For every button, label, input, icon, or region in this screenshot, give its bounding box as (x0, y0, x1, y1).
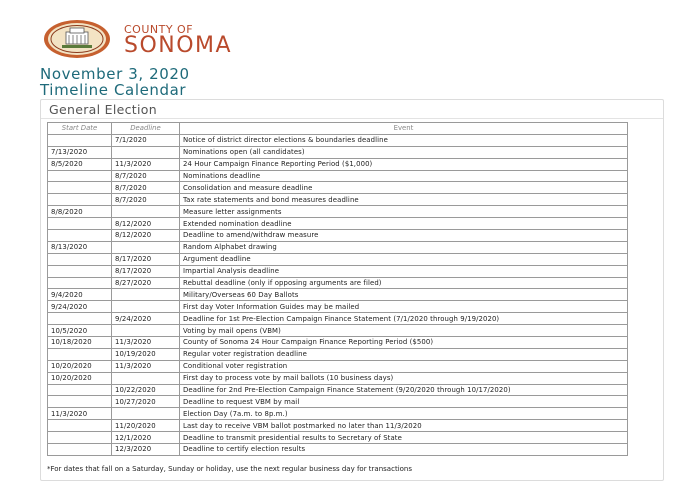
cell-event: Deadline for 1st Pre-Election Campaign Finance Statement (7/1/2020 through 9/19/2020) (180, 313, 628, 325)
cell-deadline: 12/3/2020 (112, 444, 180, 456)
cell-event: Measure letter assignments (180, 206, 628, 218)
table-row (48, 134, 628, 146)
cell-event: Impartial Analysis deadline (180, 265, 628, 277)
table-row (48, 218, 628, 230)
cell-event: Argument deadline (180, 253, 628, 265)
cell-event: Notice of district director elections & boundaries deadline (180, 134, 628, 146)
cell-start-date (48, 348, 112, 360)
table-row (48, 194, 628, 206)
cell-event: County of Sonoma 24 Hour Campaign Finance Reporting Period ($500) (180, 337, 628, 349)
cell-event: Nominations open (all candidates) (180, 146, 628, 158)
table-row (48, 182, 628, 194)
cell-start-date (48, 384, 112, 396)
cell-start-date (48, 253, 112, 265)
wordmark-county-of: COUNTY OF (124, 22, 194, 36)
cell-start-date (48, 134, 112, 146)
cell-start-date (48, 444, 112, 456)
header-deadline: Deadline (112, 123, 180, 135)
cell-start-date: 9/4/2020 (48, 289, 112, 301)
cell-event: Random Alphabet drawing (180, 241, 628, 253)
cell-deadline: 10/27/2020 (112, 396, 180, 408)
cell-deadline (112, 146, 180, 158)
cell-event: Deadline to transmit presidential results to Secretary of State (180, 432, 628, 444)
table-row (48, 432, 628, 444)
cell-start-date (48, 265, 112, 277)
table-row (48, 396, 628, 408)
cell-deadline: 7/1/2020 (112, 134, 180, 146)
cell-event: Deadline to amend/withdraw measure (180, 230, 628, 242)
cell-start-date: 8/13/2020 (48, 241, 112, 253)
table-row (48, 277, 628, 289)
cell-deadline: 8/17/2020 (112, 253, 180, 265)
cell-deadline: 12/1/2020 (112, 432, 180, 444)
cell-start-date (48, 170, 112, 182)
table-row (48, 230, 628, 242)
cell-start-date: 7/13/2020 (48, 146, 112, 158)
timeline-body (48, 134, 628, 455)
cell-start-date: 8/8/2020 (48, 206, 112, 218)
table-row (48, 206, 628, 218)
cell-deadline (112, 408, 180, 420)
cell-start-date (48, 420, 112, 432)
table-row (48, 384, 628, 396)
cell-event: 24 Hour Campaign Finance Reporting Period ($1,000) (180, 158, 628, 170)
cell-start-date (48, 230, 112, 242)
county-seal-icon (42, 19, 112, 59)
timeline-table (47, 122, 628, 456)
cell-event: Election Day (7a.m. to 8p.m.) (180, 408, 628, 420)
table-row (48, 265, 628, 277)
table-row (48, 301, 628, 313)
cell-deadline: 8/7/2020 (112, 194, 180, 206)
cell-event: Deadline to certify election results (180, 444, 628, 456)
cell-start-date: 10/5/2020 (48, 325, 112, 337)
table-row (48, 289, 628, 301)
table-row (48, 158, 628, 170)
table-row (48, 408, 628, 420)
table-header-row (48, 123, 628, 135)
cell-event: Extended nomination deadline (180, 218, 628, 230)
table-row (48, 253, 628, 265)
table-row (48, 325, 628, 337)
cell-deadline (112, 206, 180, 218)
cell-start-date (48, 218, 112, 230)
footnote: *For dates that fall on a Saturday, Sunday or holiday, use the next regular business day for transactions (47, 465, 413, 473)
table-row (48, 337, 628, 349)
cell-deadline: 10/22/2020 (112, 384, 180, 396)
cell-deadline: 8/27/2020 (112, 277, 180, 289)
cell-deadline: 9/24/2020 (112, 313, 180, 325)
cell-deadline: 10/19/2020 (112, 348, 180, 360)
table-row (48, 170, 628, 182)
cell-start-date (48, 432, 112, 444)
cell-deadline: 11/3/2020 (112, 360, 180, 372)
county-wordmark (124, 24, 232, 57)
header-event: Event (180, 123, 628, 135)
cell-deadline: 11/3/2020 (112, 337, 180, 349)
cell-deadline (112, 289, 180, 301)
cell-event: Military/Overseas 60 Day Ballots (180, 289, 628, 301)
cell-start-date: 9/24/2020 (48, 301, 112, 313)
cell-deadline: 8/12/2020 (112, 230, 180, 242)
cell-start-date (48, 194, 112, 206)
cell-start-date: 10/18/2020 (48, 337, 112, 349)
cell-start-date: 10/20/2020 (48, 372, 112, 384)
page-header (42, 18, 232, 60)
cell-deadline: 11/3/2020 (112, 158, 180, 170)
cell-event: First day Voter Information Guides may be mailed (180, 301, 628, 313)
cell-event: Deadline to request VBM by mail (180, 396, 628, 408)
header-start-date: Start Date (48, 123, 112, 135)
cell-deadline: 8/12/2020 (112, 218, 180, 230)
cell-start-date (48, 396, 112, 408)
cell-event: First day to process vote by mail ballots (10 business days) (180, 372, 628, 384)
cell-start-date: 10/20/2020 (48, 360, 112, 372)
cell-start-date: 11/3/2020 (48, 408, 112, 420)
table-row (48, 420, 628, 432)
page-title (40, 66, 190, 98)
table-row (48, 372, 628, 384)
cell-event: Nominations deadline (180, 170, 628, 182)
cell-start-date (48, 313, 112, 325)
cell-event: Tax rate statements and bond measures deadline (180, 194, 628, 206)
table-row (48, 241, 628, 253)
cell-deadline (112, 301, 180, 313)
cell-event: Consolidation and measure deadline (180, 182, 628, 194)
cell-event: Voting by mail opens (VBM) (180, 325, 628, 337)
table-row (48, 313, 628, 325)
title-line-date: November 3, 2020 (40, 65, 190, 83)
section-heading: General Election (41, 100, 663, 119)
table-row (48, 360, 628, 372)
wordmark-sonoma: SONOMA (124, 32, 233, 58)
cell-deadline: 11/20/2020 (112, 420, 180, 432)
cell-event: Regular voter registration deadline (180, 348, 628, 360)
cell-deadline: 8/17/2020 (112, 265, 180, 277)
title-line-calendar: Timeline Calendar (40, 81, 187, 99)
cell-event: Rebuttal deadline (only if opposing arguments are filed) (180, 277, 628, 289)
table-row (48, 146, 628, 158)
cell-event: Deadline for 2nd Pre-Election Campaign Finance Statement (9/20/2020 through 10/17/2020) (180, 384, 628, 396)
cell-deadline (112, 325, 180, 337)
cell-deadline: 8/7/2020 (112, 182, 180, 194)
cell-start-date (48, 182, 112, 194)
cell-start-date: 8/5/2020 (48, 158, 112, 170)
cell-event: Last day to receive VBM ballot postmarked no later than 11/3/2020 (180, 420, 628, 432)
cell-deadline: 8/7/2020 (112, 170, 180, 182)
cell-deadline (112, 372, 180, 384)
general-election-panel (40, 99, 664, 481)
table-row (48, 444, 628, 456)
cell-start-date (48, 277, 112, 289)
cell-event: Conditional voter registration (180, 360, 628, 372)
cell-deadline (112, 241, 180, 253)
table-row (48, 348, 628, 360)
